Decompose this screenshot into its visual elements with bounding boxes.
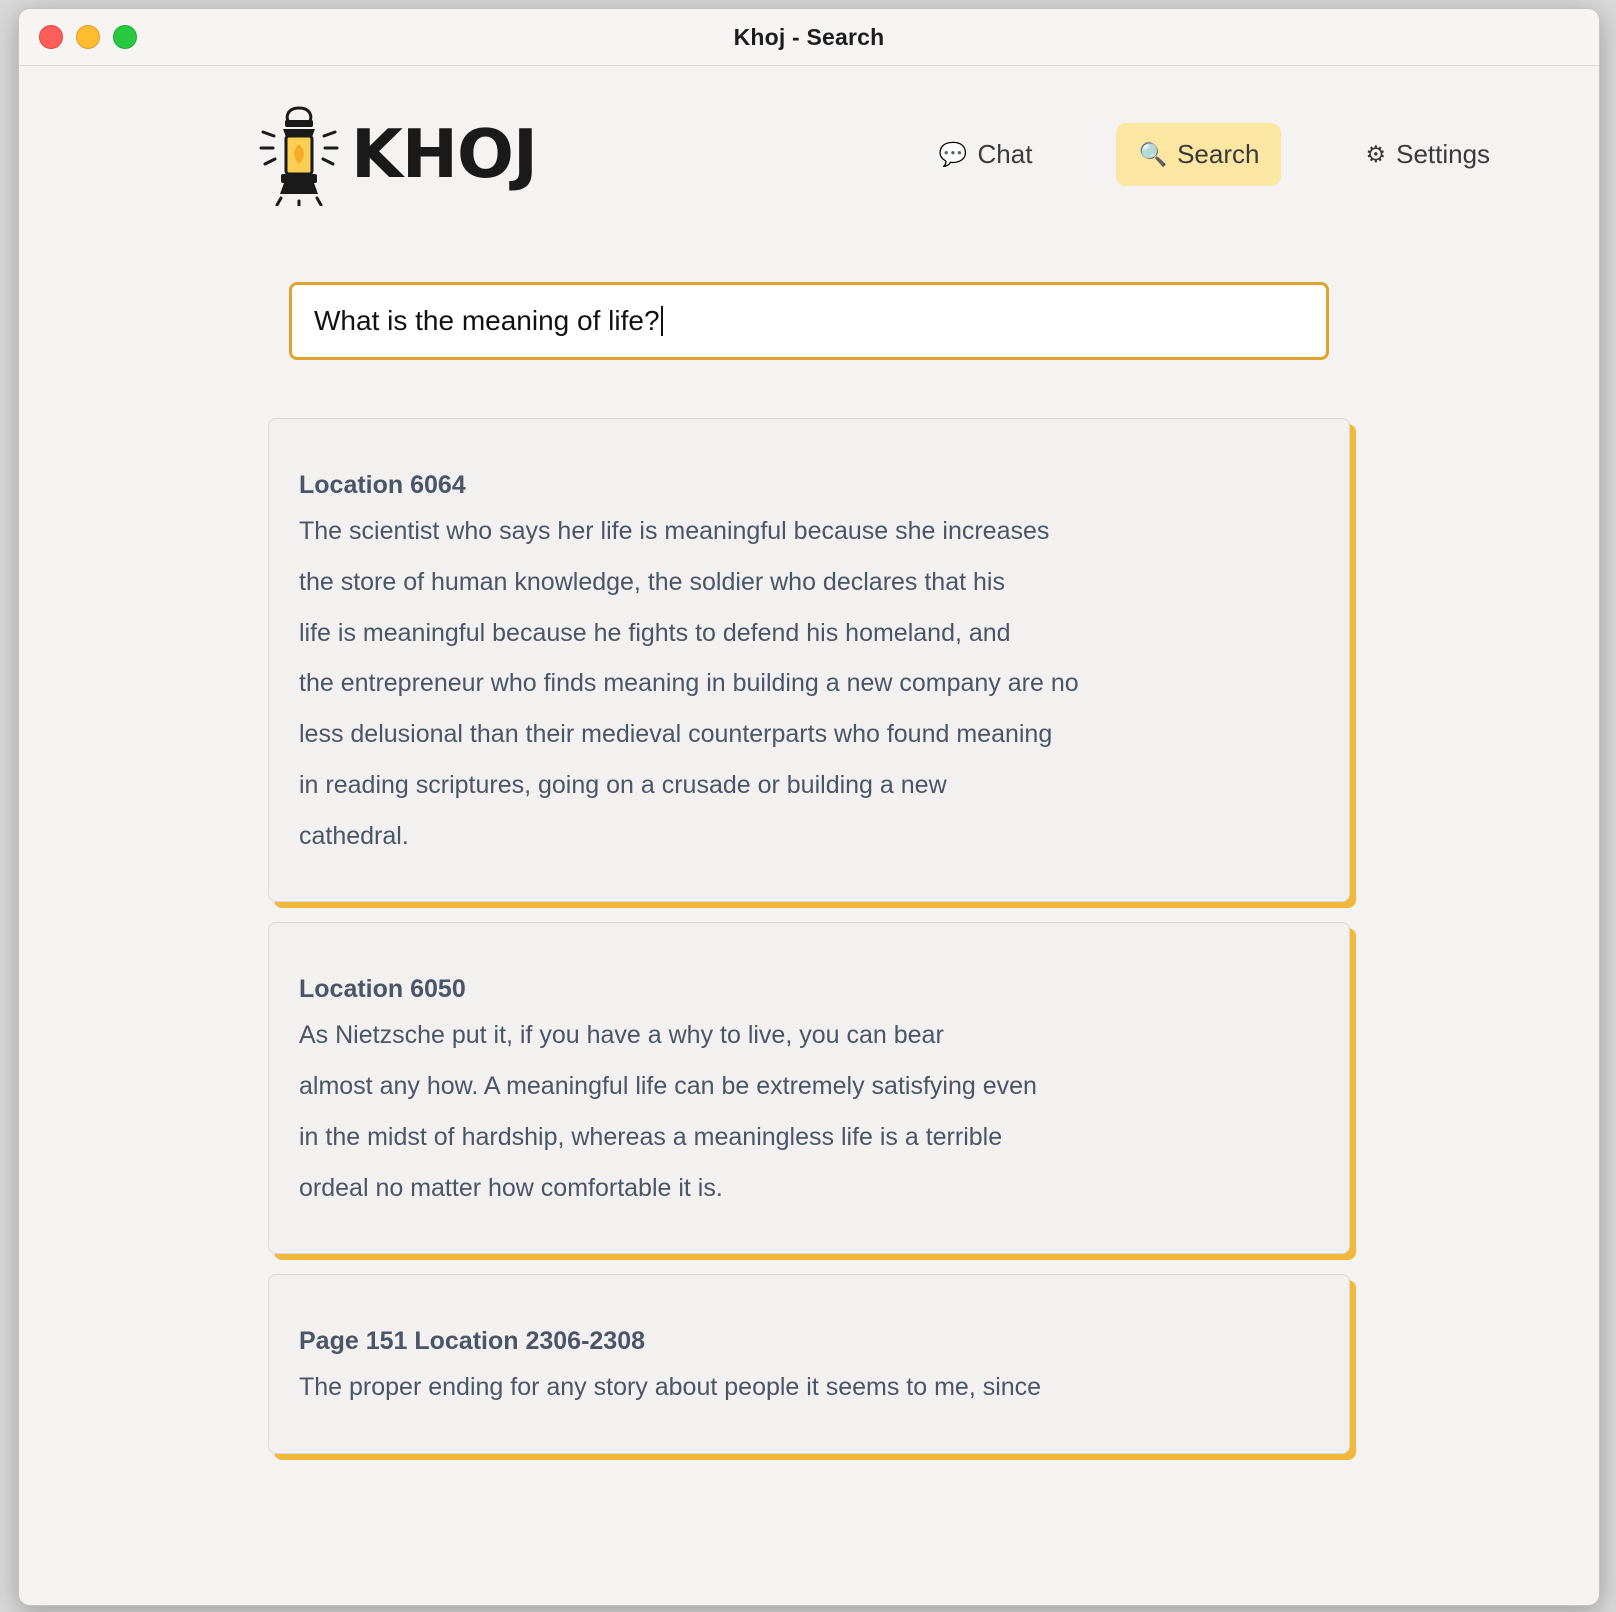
- brand-wordmark: KHOJ: [351, 114, 537, 193]
- result-line: cathedral.: [299, 821, 409, 850]
- result-title: Location 6050: [299, 975, 466, 1004]
- main-nav: [917, 123, 1512, 186]
- search-input[interactable]: [289, 282, 1329, 360]
- search-input-value: What is the meaning of life?: [314, 305, 660, 336]
- lantern-icon: [257, 102, 341, 206]
- nav-label-settings: Settings: [1396, 138, 1491, 169]
- result-line: the store of human knowledge, the soldier who declares that his: [299, 567, 1005, 596]
- app-content: [19, 66, 1599, 1606]
- result-line: The proper ending for any story about people it seems to me, since: [299, 1373, 1042, 1402]
- brand-logo[interactable]: [257, 102, 537, 206]
- magnifier-icon: 🔍: [1138, 140, 1168, 167]
- result-line: in the midst of hardship, whereas a meaningless life is a terrible: [299, 1122, 1003, 1151]
- result-line: The scientist who says her life is meaningful because she increases: [299, 517, 1050, 545]
- result-line: As Nietzsche put it, if you have a why to live, you can bear: [299, 1021, 944, 1050]
- result-line: less delusional than their medieval counterparts who found meaning: [299, 720, 1053, 748]
- nav-item-search[interactable]: [1116, 123, 1281, 186]
- result-line: almost any how. A meaningful life can be extremely satisfying even: [299, 1072, 1037, 1100]
- result-card[interactable]: [268, 1274, 1350, 1454]
- result-line: the entrepreneur who finds meaning in building a new company are no: [299, 669, 1079, 698]
- app-header: [19, 66, 1599, 206]
- chat-bubble-icon: 💬: [938, 140, 968, 167]
- nav-label-chat: Chat: [977, 138, 1033, 169]
- result-card[interactable]: [268, 418, 1350, 902]
- result-title: Location 6064: [299, 471, 466, 499]
- result-line: ordeal no matter how comfortable it is.: [299, 1173, 723, 1202]
- window-title: Khoj - Search: [733, 23, 885, 50]
- gear-icon: ⚙: [1365, 140, 1387, 167]
- nav-label-search: Search: [1177, 138, 1260, 169]
- nav-item-settings[interactable]: [1343, 123, 1512, 186]
- app-window: [18, 8, 1600, 1606]
- search-row: [19, 282, 1599, 360]
- result-card[interactable]: [268, 922, 1350, 1254]
- search-results: [268, 418, 1350, 1454]
- title-bar: [19, 9, 1599, 66]
- nav-item-chat[interactable]: [917, 123, 1055, 186]
- result-title: Page 151 Location 2306-2308: [299, 1327, 646, 1356]
- result-line: life is meaningful because he fights to defend his homeland, and: [299, 618, 1011, 647]
- text-caret: [661, 306, 663, 336]
- result-line: in reading scriptures, going on a crusade or building a new: [299, 770, 947, 799]
